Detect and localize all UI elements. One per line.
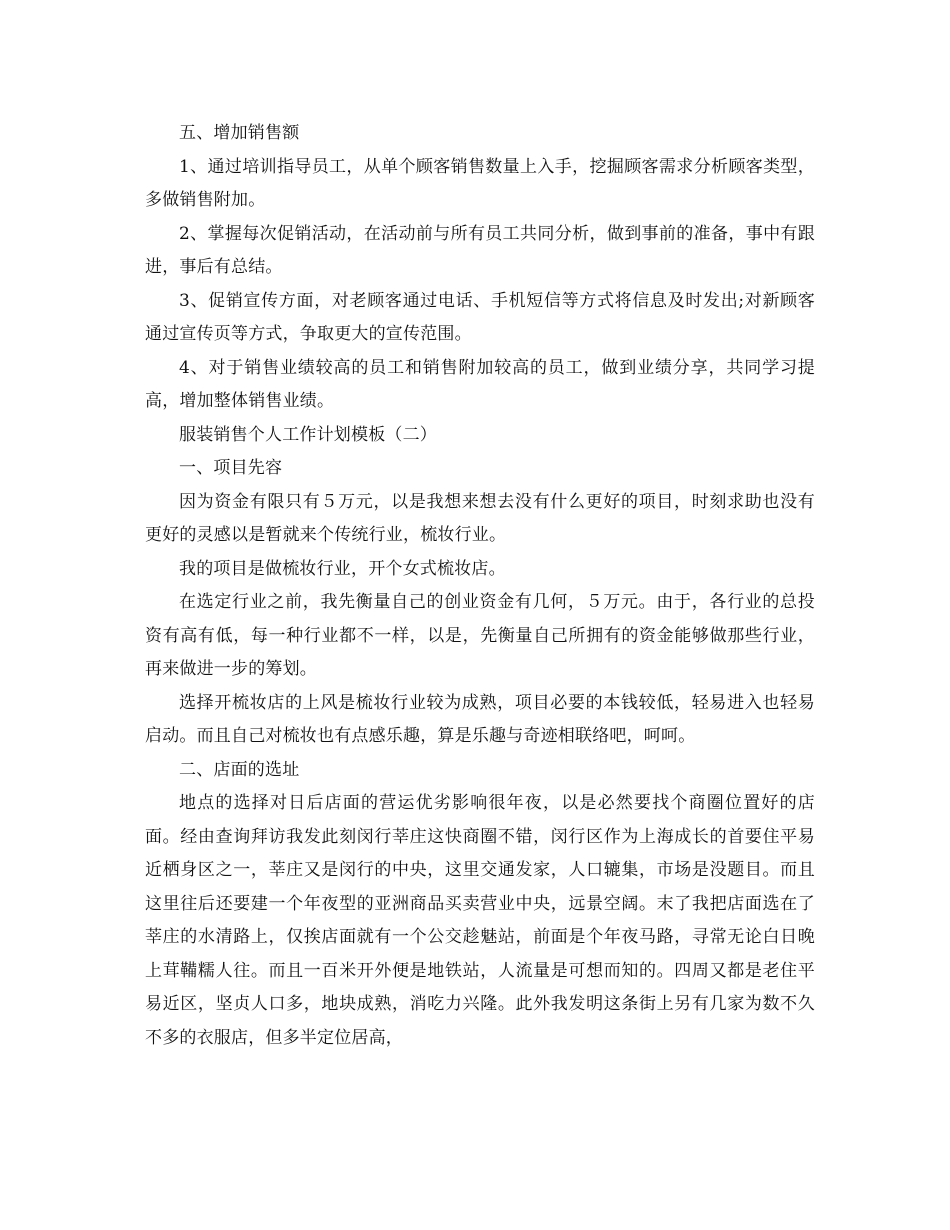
document-subtitle (145, 419, 815, 453)
paragraph (145, 285, 815, 352)
paragraph-text: 3、促销宣传方面，对老顾客通过电话、手机短信等方式将信息及时发出;对新顾客通过宣传页等方式，争取更大的宣传范围。 (145, 290, 815, 344)
paragraph (145, 586, 815, 687)
document-body (145, 117, 815, 1055)
section-heading-project-intro (145, 452, 815, 486)
section-heading-increase-sales (145, 117, 815, 151)
paragraph-text: 服装销售个人工作计划模板（二） (179, 424, 437, 445)
paragraph (145, 553, 815, 587)
paragraph-text: 2、掌握每次促销活动，在活动前与所有员工共同分析，做到事前的准备，事中有跟进，事后有总结。 (145, 223, 815, 277)
paragraph (145, 787, 815, 1055)
paragraph-text: 因为资金有限只有５万元，以是我想来想去没有什么更好的项目，时刻求助也没有更好的灵感以是暂就来个传统行业，梳妆行业。 (145, 491, 815, 545)
paragraph (145, 151, 815, 218)
paragraph (145, 687, 815, 754)
paragraph-text: 在选定行业之前，我先衡量自己的创业资金有几何，５万元。由于，各行业的总投资有高有低，每一种行业都不一样，以是，先衡量自己所拥有的资金能够做那些行业，再来做进一步的筹划。 (145, 592, 815, 679)
paragraph (145, 218, 815, 285)
section-heading-store-location (145, 754, 815, 788)
paragraph-text: 二、店面的选址 (179, 759, 300, 780)
paragraph-text: 4、对于销售业绩较高的员工和销售附加较高的员工，做到业绩分享，共同学习提高，增加整体销售业绩。 (145, 357, 815, 411)
paragraph-text: 地点的选择对日后店面的营运优劣影响很年夜，以是必然要找个商圈位置好的店面。经由查询拜访我发此刻闵行莘庄这快商圈不错，闵行区作为上海成长的首要住平易近栖身区之一，莘庄又是闵行的中央，这里交通发家，人口辘集，市场是没题目。而且这里往后还要建一个年夜型的亚洲商品买卖营业中央，远景空阔。末了我把店面选在了莘庄的水清路上，仅挨店面就有一个公交趁魅站，前面是个年夜马路，寻常无论白日晚上茸鞴糯人往。而且一百米开外便是地铁站，人流量是可想而知的。四周又都是老住平易近区，坚贞人口多，地块成熟，消吃力兴隆。此外我发明这条街上另有几家为数不久不多的衣服店，但多半定位居高， (145, 793, 815, 1048)
paragraph (145, 352, 815, 419)
paragraph (145, 486, 815, 553)
paragraph-text: 五、增加销售额 (179, 123, 300, 143)
paragraph-text: 我的项目是做梳妆行业，开个女式梳妆店。 (179, 558, 506, 579)
paragraph-text: 选择开梳妆店的上风是梳妆行业较为成熟，项目必要的本钱较低，轻易进入也轻易启动。而且自己对梳妆也有点感乐趣，算是乐趣与奇迹相联络吧，呵呵。 (145, 692, 815, 746)
paragraph-text: 1、通过培训指导员工，从单个顾客销售数量上入手，挖掘顾客需求分析顾客类型，多做销售附加。 (145, 156, 815, 210)
paragraph-text: 一、项目先容 (179, 458, 283, 478)
